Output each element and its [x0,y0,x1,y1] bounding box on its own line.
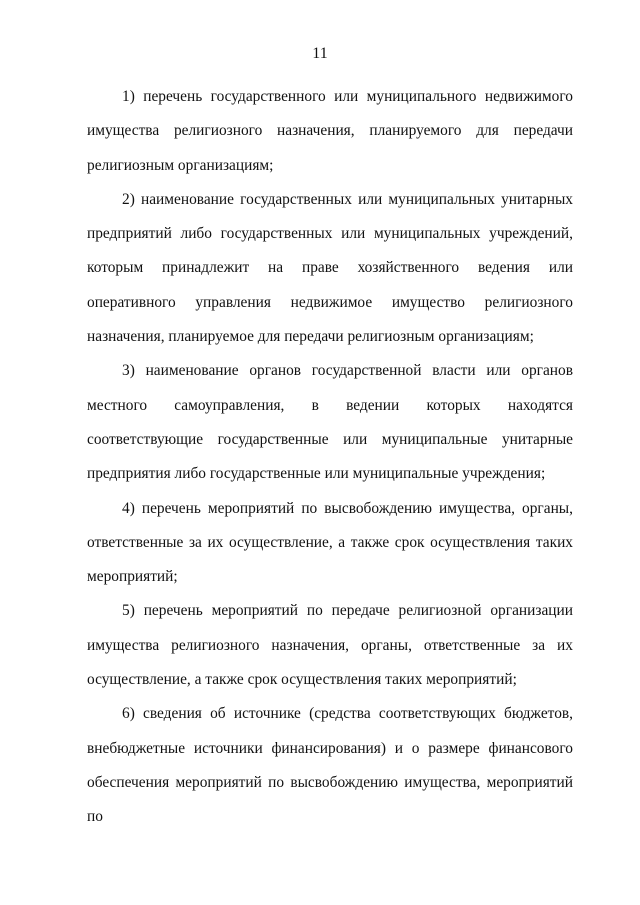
list-item-4: 4) перечень мероприятий по высвобождению имущества, органы, ответственные за их осуществление, а также срок осуществления таких мероприятий; [87,499,573,586]
list-item-1: 1) перечень государственного или муниципального недвижимого имущества религиозного назначения, планируемого для передачи религиозным организациям; [87,88,573,174]
document-body [87,80,573,835]
page-number: 11 [312,45,328,62]
list-item-2: 2) наименование государственных или муниципальных унитарных предприятий либо государственных или муниципальных учреждений, которым принадлежит на праве хозяйственного ведения или оперативного управления недвижимое имущество религиозного назначения, планируемое для передачи религиозным организациям; [87,190,573,346]
list-item-6: 6) сведения об источнике (средства соответствующих бюджетов, внебюджетные источники финансирования) и о размере финансового обеспечения мероприятий по высвобождению имущества, мероприятий по [87,705,573,826]
list-item-3: 3) наименование органов государственной власти или органов местного самоуправления, в ведении которых находятся соответствующие государственные или муниципальные унитарные предприятия либо государственные или муниципальные учреждения; [87,362,573,483]
list-item-5: 5) перечень мероприятий по передаче религиозной организации имущества религиозного назначения, органы, ответственные за их осуществление, а также срок осуществления таких мероприятий; [87,602,573,689]
